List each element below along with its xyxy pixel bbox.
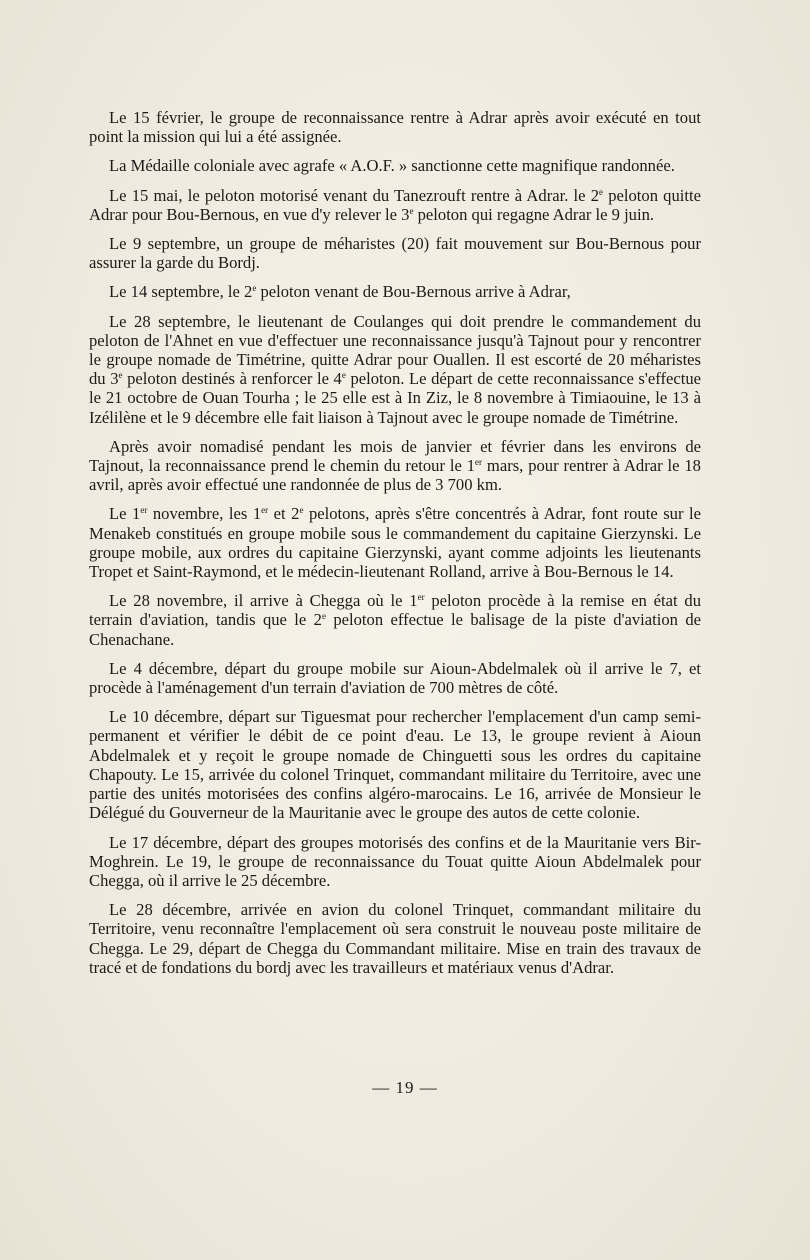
- paragraph: Après avoir nomadisé pendant les mois de janvier et février dans les environs de Tajnout, la reconnaissance prend le chemin du retour le 1er mars, pour rentrer à Adrar le 18 avril, après avoir effectué une randonnée de plus de 3 700 km.: [89, 436, 701, 495]
- paragraph: Le 28 novembre, il arrive à Chegga où le 1er peloton procède à la remise en état du terrain d'aviation, tandis que le 2e peloton effectue le balisage de la piste d'aviation de Chenachane.: [89, 591, 702, 649]
- ordinal-superscript: e: [321, 611, 326, 622]
- ordinal-superscript: e: [118, 370, 123, 381]
- ordinal-superscript: er: [417, 592, 425, 603]
- paragraph: Le 28 septembre, le lieutenant de Coulanges qui doit prendre le commandement du peloton de l'Ahnet en vue d'effectuer une reconnaissance jusqu'à Tajnout pour y rencontrer le groupe nomade de Timétrine, quitte Adrar pour Ouallen. Il est escorté de 20 méharistes du 3e peloton destinés à renforcer le 4e peloton. Le départ de cette reconnaissance s'effectue le 21 octobre de Ouan Tourha ; le 25 elle est à In Ziz, le 8 novembre à Timiaouine, le 13 à Izélilène et le 9 décembre elle fait liaison à Tajnout avec le groupe nomade de Timétrine.: [89, 311, 701, 427]
- paragraph: Le 10 décembre, départ sur Tiguesmat pour rechercher l'emplacement d'un camp semi-permanent et vérifier le débit de ce point d'eau. Le 13, le groupe revient à Aioun Abdelmalek et y reçoit le groupe nomade de Chinguetti sous les ordres du capitaine Chapouty. Le 15, arrivée du colonel Trinquet, commandant militaire du Territoire, avec une partie des unités motorisées des confins algéro-marocains. Le 16, arrivée de Monsieur le Délégué du Gouverneur de la Mauritanie avec le groupe des autos de cette colonie.: [89, 707, 701, 823]
- paragraph: Le 9 septembre, un groupe de méharistes (20) fait mouvement sur Bou-Bernous pour assurer la garde du Bordj.: [89, 234, 701, 273]
- ordinal-superscript: e: [252, 283, 257, 294]
- paragraph: Le 15 février, le groupe de reconnaissance rentre à Adrar après avoir exécuté en tout point la mission qui lui a été assignée.: [89, 108, 701, 147]
- paragraph: La Médaille coloniale avec agrafe « A.O.F. » sanctionne cette magnifique randonnée.: [109, 156, 675, 176]
- ordinal-superscript: er: [261, 505, 269, 516]
- page-number: — 19 —: [372, 1078, 438, 1097]
- ordinal-superscript: er: [140, 505, 148, 516]
- body-text: [89, 108, 701, 987]
- paragraph: Le 14 septembre, le 2e peloton venant de Bou-Bernous arrive à Adrar,: [109, 282, 571, 302]
- paragraph: Le 28 décembre, arrivée en avion du colonel Trinquet, commandant militaire du Territoire, venu reconnaître l'emplacement où sera construit le nouveau poste militaire de Chegga. Le 29, départ de Chegga du Commandant militaire. Mise en train des travaux de tracé et de fondations du bordj avec les travailleurs et matériaux venus d'Adrar.: [89, 900, 701, 977]
- paragraph: Le 4 décembre, départ du groupe mobile sur Aioun-Abdelmalek où il arrive le 7, et procède à l'aménagement d'un terrain d'aviation de 700 mètres de côté.: [89, 658, 701, 698]
- ordinal-superscript: e: [341, 370, 346, 381]
- ordinal-superscript: e: [299, 505, 304, 516]
- paragraph: Le 1er novembre, les 1er et 2e pelotons, après s'être concentrés à Adrar, font route sur le Menakeb constitués en groupe mobile sous le commandement du capitaine Gierzynski. Le groupe mobile, aux ordres du capitaine Gierzynski, ayant comme adjoints les lieutenants Tropet et Saint-Raymond, et le médecin-lieutenant Rolland, arrive à Bou-Bernous le 14.: [89, 504, 701, 582]
- ordinal-superscript: er: [475, 457, 483, 468]
- paragraph: Le 15 mai, le peloton motorisé venant du Tanezrouft rentre à Adrar. le 2e peloton quitte Adrar pour Bou-Bernous, en vue d'y relever le 3e peloton qui regagne Adrar le 9 juin.: [89, 185, 701, 224]
- ordinal-superscript: e: [409, 205, 414, 216]
- ordinal-superscript: e: [599, 186, 604, 197]
- paragraph: Le 17 décembre, départ des groupes motorisés des confins et de la Mauritanie vers Bir-Moghrein. Le 19, le groupe de reconnaissance du Touat quitte Aioun Abdelmalek pour Chegga, où il arrive le 25 décembre.: [89, 832, 701, 890]
